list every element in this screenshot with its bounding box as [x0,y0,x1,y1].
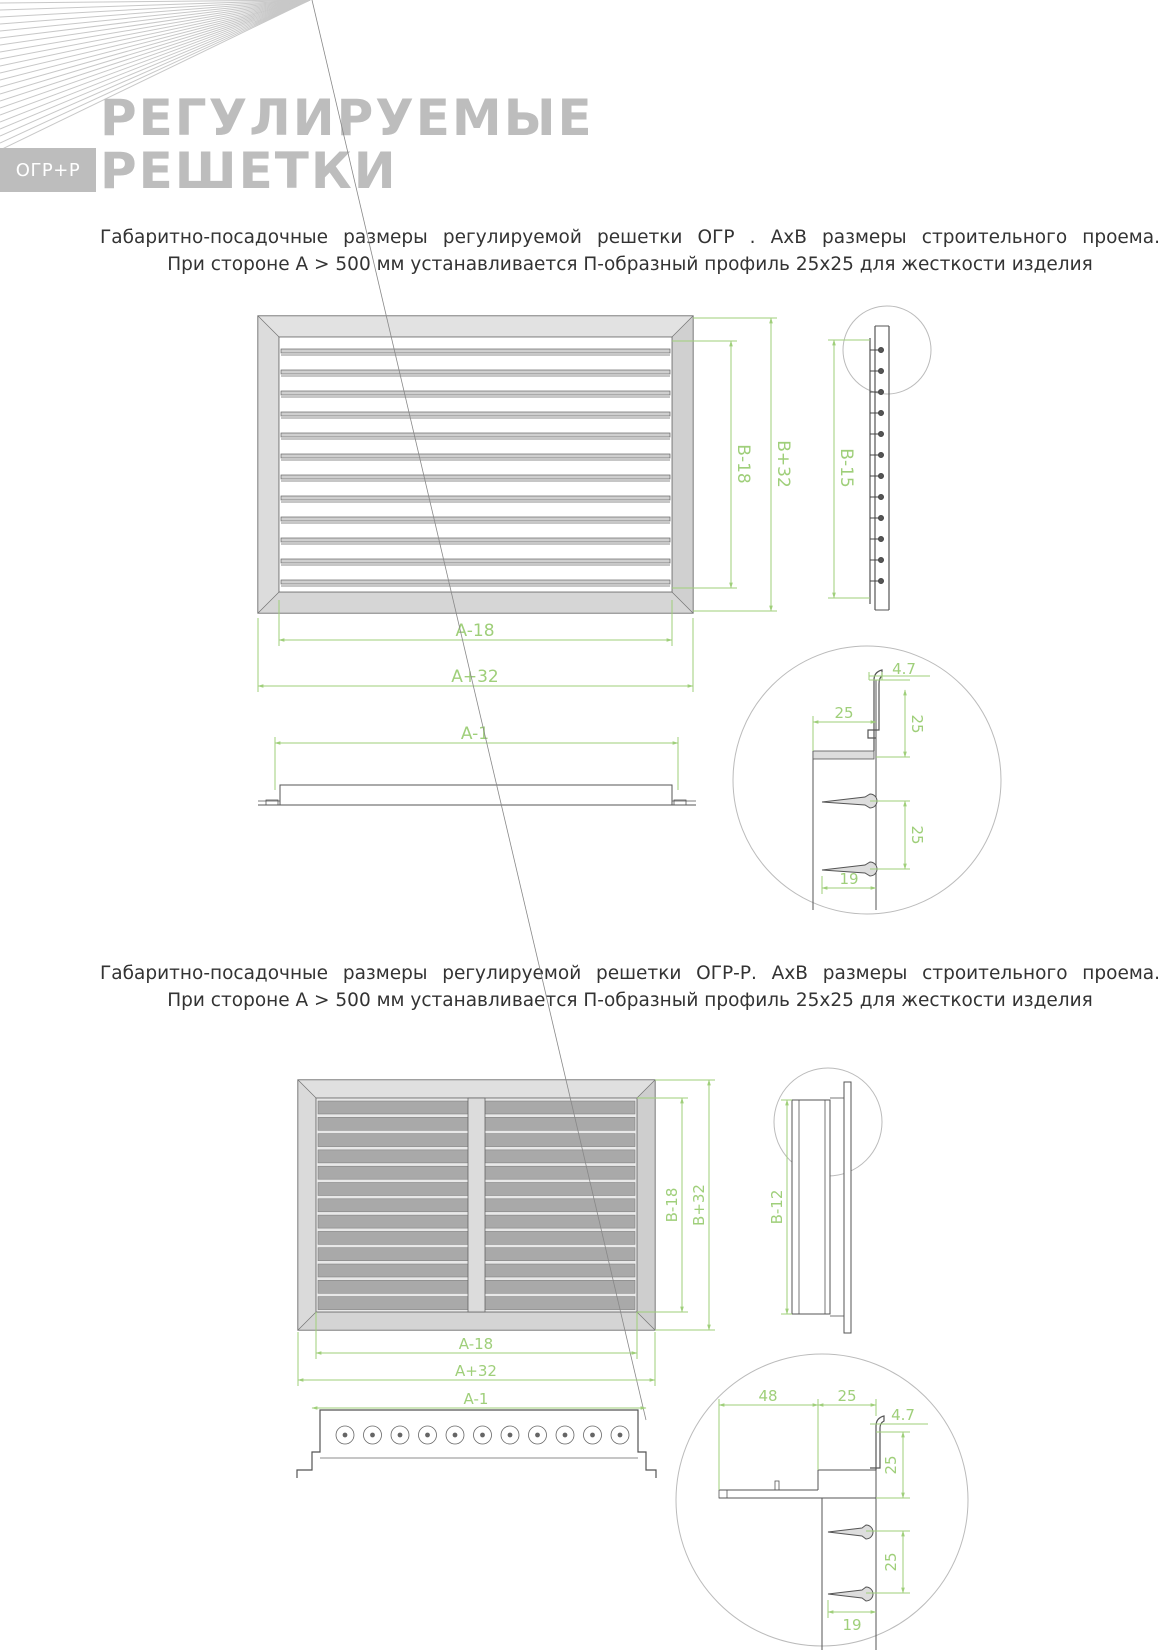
blade-right [485,1280,635,1293]
ogr-dim-a-plus-32: A+32 [451,667,499,687]
side-blade-pivot [879,516,884,521]
blade-left [318,1297,468,1310]
blade-right [485,1183,635,1196]
section2-desc-line1: Габаритно-посадочные размеры регулируемой решетки ОГР-Р. АхВ размеры строительного проема. [100,963,1160,984]
blade-right [485,1199,635,1212]
blade-right [485,1264,635,1277]
blade-right [485,1248,635,1261]
ogrp-dim-a-minus-18: A-18 [458,1335,494,1353]
ogr-dim-b-minus-18: B-18 [733,444,753,484]
blade-left [318,1150,468,1163]
side-blade-pivot [879,390,884,395]
blade-left [318,1183,468,1196]
ogrp-front-view [298,1080,655,1330]
blade [281,349,670,353]
ogr-dim-19: 19 [839,870,859,888]
side-blade-pivot [879,558,884,563]
blade-left [318,1231,468,1244]
blade [281,412,670,416]
bottom-blade-pivot [398,1433,402,1437]
ogr-dim-25-pitch: 25 [908,825,926,845]
ogrp-dim-b-minus-12: B-12 [768,1189,786,1225]
bottom-blade-pivot [343,1433,347,1437]
ogr-dim-25-top: 25 [834,704,854,722]
ogrp-dim-4-7: 4.7 [891,1406,915,1424]
section1-desc-line1: Габаритно-посадочные размеры регулируемой решетки ОГР . АхВ размеры строительного проема. [100,227,1160,248]
blade-right [485,1150,635,1163]
ogr-detail-view [733,646,1001,914]
blade [281,391,670,395]
blade-right [485,1117,635,1130]
side-blade-pivot [879,453,884,458]
bottom-blade-pivot [536,1433,540,1437]
blade-left [318,1199,468,1212]
ogrp-dim-b-plus-32: B+32 [690,1184,708,1226]
blade [281,517,670,521]
blade-left [318,1101,468,1114]
bottom-blade-pivot [481,1433,485,1437]
ogrp-dim-a-plus-32: A+32 [455,1362,497,1380]
blade-left [318,1134,468,1147]
bottom-blade-pivot [371,1433,375,1437]
blade [281,475,670,479]
side-blade-pivot [879,495,884,500]
ogr-dim-b-plus-32: B+32 [773,440,793,488]
ogr-front-view [258,316,693,613]
ogrp-dim-25-top: 25 [837,1387,857,1405]
ogrp-dim-25-pitch: 25 [882,1552,900,1572]
blade-right [485,1215,635,1228]
ogrp-detail-view [676,1354,968,1650]
side-blade-pivot [879,432,884,437]
ogr-dim-a-minus-18: A-18 [455,621,495,641]
product-badge: ОГР+Р [0,148,96,192]
blade-right [485,1101,635,1114]
blade [281,580,670,584]
bottom-blade-pivot [563,1433,567,1437]
side-blade-pivot [879,369,884,374]
blade-left [318,1280,468,1293]
blade [281,454,670,458]
ogr-dim-b-minus-15: B-15 [836,448,856,488]
blade-left [318,1117,468,1130]
page-title-line2: РЕШЕТКИ [100,142,398,200]
side-blade-pivot [879,348,884,353]
side-blade-pivot [879,579,884,584]
ogrp-dim-b-minus-18: B-18 [663,1187,681,1223]
section2-desc-line2: При стороне А > 500 мм устанавливается П-образный профиль 25х25 для жесткости изделия [167,990,1093,1011]
ogrp-dim-48: 48 [758,1387,778,1405]
ogr-dim-25-side: 25 [908,714,926,734]
blade-left [318,1215,468,1228]
side-blade-pivot [879,411,884,416]
ogrp-dim-19: 19 [842,1616,862,1634]
ogr-dim-4-7: 4.7 [892,660,916,678]
bottom-blade-pivot [508,1433,512,1437]
bottom-blade-pivot [618,1433,622,1437]
ogrp-side-view [774,1068,882,1333]
blade-left [318,1264,468,1277]
side-blade-pivot [879,537,884,542]
blade-right [485,1231,635,1244]
ogr-dim-a-minus-1: A-1 [460,724,490,744]
page-title-line1: РЕГУЛИРУЕМЫЕ [100,89,594,147]
blade [281,538,670,542]
blade-right [485,1166,635,1179]
ogrp-dim-25-side: 25 [882,1455,900,1475]
bottom-blade-pivot [591,1433,595,1437]
section1-desc-line2: При стороне А > 500 мм устанавливается П-образный профиль 25х25 для жесткости изделия [167,254,1093,275]
blade [281,559,670,563]
blade [281,496,670,500]
blade [281,433,670,437]
bottom-blade-pivot [426,1433,430,1437]
blade-right [485,1134,635,1147]
blade-left [318,1248,468,1261]
ogrp-dim-a-minus-1: A-1 [463,1390,489,1408]
bottom-blade-pivot [453,1433,457,1437]
blade-right [485,1297,635,1310]
blade-left [318,1166,468,1179]
blade [281,370,670,374]
ogr-bottom-view [258,785,696,805]
side-blade-pivot [879,474,884,479]
